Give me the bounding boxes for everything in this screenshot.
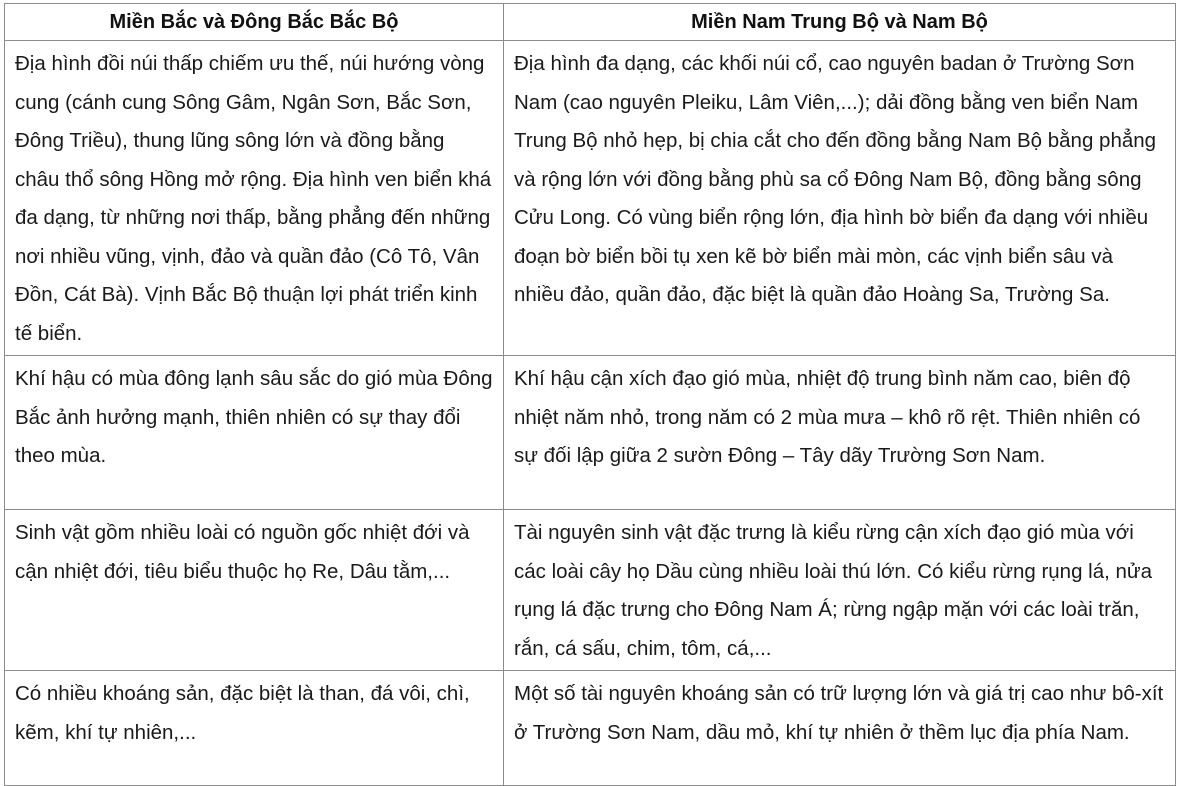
table-row (5, 356, 1176, 510)
table-header-row (5, 4, 1176, 41)
comparison-table (4, 3, 1176, 786)
cell-south-minerals: Một số tài nguyên khoáng sản có trữ lượng lớn và giá trị cao như bô-xít ở Trường Sơn Nam, dầu mỏ, khí tự nhiên ở thềm lục địa phía Nam. (504, 671, 1176, 786)
header-south: Miền Nam Trung Bộ và Nam Bộ (504, 4, 1176, 41)
table-row (5, 510, 1176, 671)
cell-south-climate: Khí hậu cận xích đạo gió mùa, nhiệt độ trung bình năm cao, biên độ nhiệt năm nhỏ, trong năm có 2 mùa mưa – khô rõ rệt. Thiên nhiên có sự đối lập giữa 2 sườn Đông – Tây dãy Trường Sơn Nam. (504, 356, 1176, 510)
cell-south-biota: Tài nguyên sinh vật đặc trưng là kiểu rừng cận xích đạo gió mùa với các loài cây họ Dầu cùng nhiều loài thú lớn. Có kiểu rừng rụng lá, nửa rụng lá đặc trưng cho Đông Nam Á; rừng ngập mặn với các loài trăn, rắn, cá sấu, chim, tôm, cá,... (504, 510, 1176, 671)
cell-north-climate: Khí hậu có mùa đông lạnh sâu sắc do gió mùa Đông Bắc ảnh hưởng mạnh, thiên nhiên có sự thay đổi theo mùa. (5, 356, 504, 510)
table-row (5, 41, 1176, 356)
cell-north-minerals: Có nhiều khoáng sản, đặc biệt là than, đá vôi, chì, kẽm, khí tự nhiên,... (5, 671, 504, 786)
cell-north-biota: Sinh vật gồm nhiều loài có nguồn gốc nhiệt đới và cận nhiệt đới, tiêu biểu thuộc họ Re, Dâu tằm,... (5, 510, 504, 671)
cell-north-terrain: Địa hình đồi núi thấp chiếm ưu thế, núi hướng vòng cung (cánh cung Sông Gâm, Ngân Sơn, Bắc Sơn, Đông Triều), thung lũng sông lớn và đồng bằng châu thổ sông Hồng mở rộng. Địa hình ven biển khá đa dạng, từ những nơi thấp, bằng phẳng đến những nơi nhiều vũng, vịnh, đảo và quần đảo (Cô Tô, Vân Đồn, Cát Bà). Vịnh Bắc Bộ thuận lợi phát triển kinh tế biển. (5, 41, 504, 356)
header-north: Miền Bắc và Đông Bắc Bắc Bộ (5, 4, 504, 41)
cell-south-terrain: Địa hình đa dạng, các khối núi cổ, cao nguyên badan ở Trường Sơn Nam (cao nguyên Pleiku, Lâm Viên,...); dải đồng bằng ven biển Nam Trung Bộ nhỏ hẹp, bị chia cắt cho đến đồng bằng Nam Bộ bằng phẳng và rộng lớn với đồng bằng phù sa cổ Đông Nam Bộ, đồng bằng sông Cửu Long. Có vùng biển rộng lớn, địa hình bờ biển đa dạng với nhiều đoạn bờ biển bồi tụ xen kẽ bờ biển mài mòn, các vịnh biển sâu và nhiều đảo, quần đảo, đặc biệt là quần đảo Hoàng Sa, Trường Sa. (504, 41, 1176, 356)
table-row (5, 671, 1176, 786)
